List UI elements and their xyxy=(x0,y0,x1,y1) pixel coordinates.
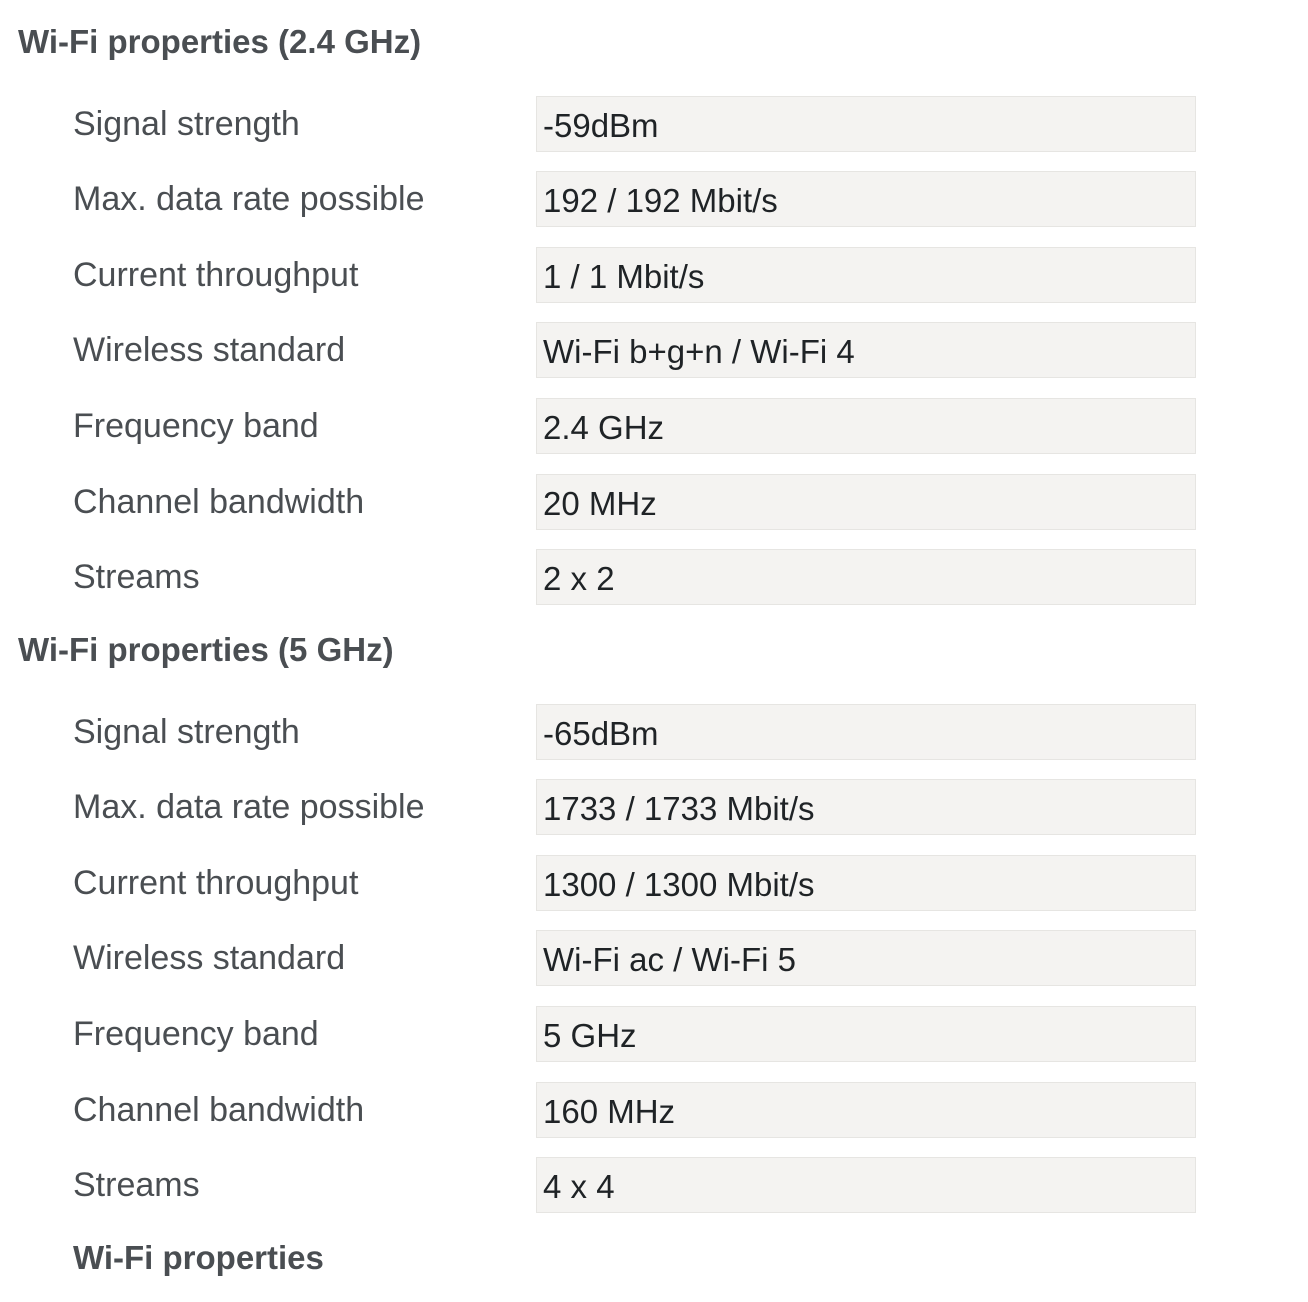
row-frequency-band-2-4ghz xyxy=(0,398,1308,456)
row-value-field xyxy=(536,322,1196,378)
row-value-field xyxy=(536,1082,1196,1138)
row-value: 1 / 1 Mbit/s xyxy=(543,258,705,295)
row-value: Wi-Fi ac / Wi-Fi 5 xyxy=(543,941,796,978)
row-streams-5ghz xyxy=(0,1157,1308,1215)
row-wireless-standard-5ghz xyxy=(0,930,1308,988)
row-channel-bandwidth-5ghz xyxy=(0,1082,1308,1140)
row-current-throughput-5ghz xyxy=(0,855,1308,913)
row-value: 160 MHz xyxy=(543,1093,676,1130)
section-title-5ghz: Wi-Fi properties (5 GHz) xyxy=(18,631,394,668)
row-value: 5 GHz xyxy=(543,1017,637,1054)
row-value: 4 x 4 xyxy=(543,1168,615,1205)
row-frequency-band-5ghz xyxy=(0,1006,1308,1064)
row-value: 2.4 GHz xyxy=(543,409,665,446)
row-label: Channel bandwidth xyxy=(73,483,365,521)
row-label: Channel bandwidth xyxy=(73,1091,365,1129)
row-label: Frequency band xyxy=(73,407,319,445)
row-value-field xyxy=(536,855,1196,911)
row-value-field xyxy=(536,1157,1196,1213)
row-value: -65dBm xyxy=(543,715,659,752)
row-current-throughput-2-4ghz xyxy=(0,247,1308,305)
row-streams-2-4ghz xyxy=(0,549,1308,607)
row-max-data-rate-5ghz xyxy=(0,779,1308,837)
row-value: -59dBm xyxy=(543,107,659,144)
row-label: Current throughput xyxy=(73,864,359,902)
row-value: 2 x 2 xyxy=(543,560,615,597)
row-value: 20 MHz xyxy=(543,485,657,522)
row-label: Wireless standard xyxy=(73,939,346,977)
row-value-field xyxy=(536,247,1196,303)
row-label: Max. data rate possible xyxy=(73,788,425,826)
row-value-field xyxy=(536,474,1196,530)
row-signal-strength-2-4ghz xyxy=(0,96,1308,154)
section-title-2-4ghz: Wi-Fi properties (2.4 GHz) xyxy=(18,23,422,60)
row-label: Signal strength xyxy=(73,105,300,143)
row-wireless-standard-2-4ghz xyxy=(0,322,1308,380)
row-value-field xyxy=(536,704,1196,760)
row-channel-bandwidth-2-4ghz xyxy=(0,474,1308,532)
row-label: Wireless standard xyxy=(73,331,346,369)
row-value: Wi-Fi b+g+n / Wi-Fi 4 xyxy=(543,333,855,370)
row-value: 1300 / 1300 Mbit/s xyxy=(543,866,815,903)
row-max-data-rate-2-4ghz xyxy=(0,171,1308,229)
row-value-field xyxy=(536,96,1196,152)
row-value: 192 / 192 Mbit/s xyxy=(543,182,778,219)
row-value: 1733 / 1733 Mbit/s xyxy=(543,790,815,827)
row-label: Streams xyxy=(73,558,200,596)
row-value-field xyxy=(536,779,1196,835)
row-label: Streams xyxy=(73,1166,200,1204)
row-value-field xyxy=(536,398,1196,454)
row-label: Current throughput xyxy=(73,256,359,294)
row-value-field xyxy=(536,171,1196,227)
row-value-field xyxy=(536,1006,1196,1062)
row-label: Max. data rate possible xyxy=(73,180,425,218)
subsection-title-wifi-properties: Wi-Fi properties xyxy=(73,1239,324,1276)
row-label: Frequency band xyxy=(73,1015,319,1053)
row-value-field xyxy=(536,549,1196,605)
row-signal-strength-5ghz xyxy=(0,704,1308,762)
row-value-field xyxy=(536,930,1196,986)
row-label: Signal strength xyxy=(73,713,300,751)
